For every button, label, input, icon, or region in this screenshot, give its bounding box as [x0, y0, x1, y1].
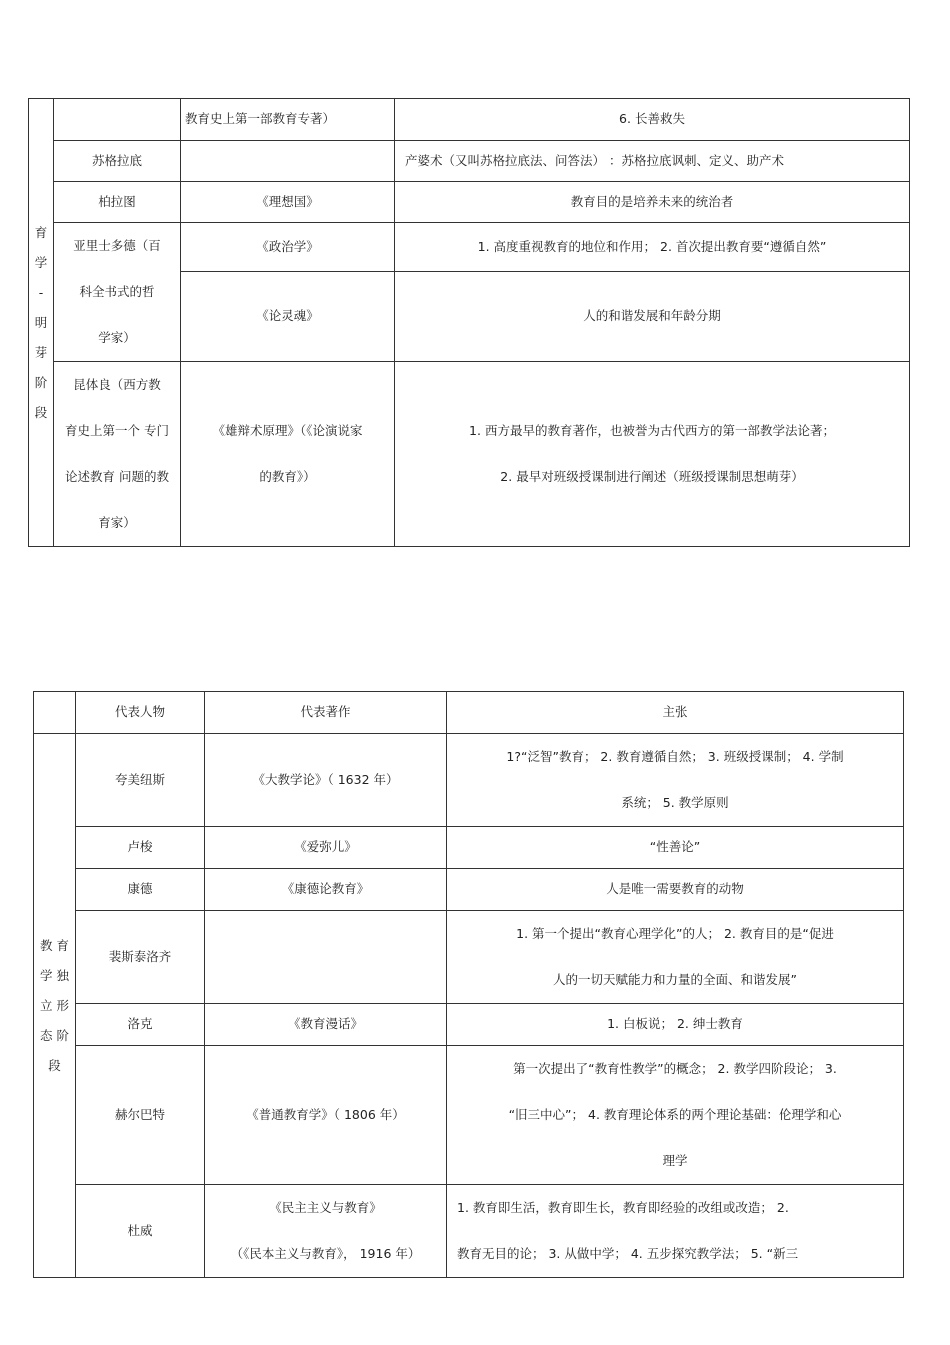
work-cell: 《普通教育学》（ 1806 年） — [205, 1046, 447, 1185]
idea-cell: 教育目的是培养未来的统治者 — [395, 182, 910, 223]
table-row — [34, 734, 904, 827]
table-row — [29, 223, 910, 272]
work-cell: 《政治学》 — [181, 223, 395, 272]
idea-cell: 1. 教育即生活，教育即生长，教育即经验的改组或改造； 2. 教育无目的论； 3. 从做中学； 4. 五步探究教学法； 5. “新三 — [447, 1185, 904, 1278]
idea-cell: 人是唯一需要教育的动物 — [447, 869, 904, 911]
table-row — [29, 182, 910, 223]
header-cell: 代表著作 — [205, 692, 447, 734]
table-row — [29, 362, 910, 547]
table-row — [34, 1185, 904, 1278]
work-cell: 《雄辩术原理》（《论演说家 的教育》） — [181, 362, 395, 547]
table-row — [34, 1046, 904, 1185]
idea-cell: 1?“泛智”教育； 2. 教育遵循自然； 3. 班级授课制； 4. 学制 系统； 5. 教学原则 — [447, 734, 904, 827]
table-row — [34, 1004, 904, 1046]
header-cell — [34, 692, 76, 734]
idea-cell: 人的和谐发展和年龄分期 — [395, 271, 910, 361]
person-cell: 杜威 — [76, 1185, 205, 1278]
header-cell: 主张 — [447, 692, 904, 734]
table-education-germination-stage — [28, 98, 910, 547]
work-cell — [205, 911, 447, 1004]
work-cell: 《大教学论》（ 1632 年） — [205, 734, 447, 827]
idea-cell: 1. 高度重视教育的地位和作用； 2. 首次提出教育要“遵循自然” — [395, 223, 910, 272]
person-cell: 赫尔巴特 — [76, 1046, 205, 1185]
work-cell: 《理想国》 — [181, 182, 395, 223]
person-cell: 苏格拉底 — [54, 141, 181, 182]
stage-label: 教 育 学 独 立 形 态 阶 段 — [34, 734, 76, 1278]
table-row — [34, 911, 904, 1004]
person-cell — [54, 99, 181, 141]
table-row — [34, 869, 904, 911]
person-cell: 康德 — [76, 869, 205, 911]
table-row — [34, 827, 904, 869]
work-cell: 《论灵魂》 — [181, 271, 395, 361]
person-cell: 亚里士多德（百 科全书式的哲 学家） — [54, 223, 181, 362]
person-cell: 昆体良（西方教 育史上第一个 专门 论述教育 问题的教 育家） — [54, 362, 181, 547]
idea-cell: 1. 第一个提出“教育心理学化”的人； 2. 教育目的是“促进 人的一切天赋能力和力量的全面、和谐发展” — [447, 911, 904, 1004]
person-cell: 卢梭 — [76, 827, 205, 869]
work-cell: 《民主主义与教育》 （《民本主义与教育》， 1916 年） — [205, 1185, 447, 1278]
table-row — [29, 141, 910, 182]
person-cell: 洛克 — [76, 1004, 205, 1046]
work-cell: 教育史上第一部教育专著） — [181, 99, 395, 141]
work-cell: 《爱弥儿》 — [205, 827, 447, 869]
person-cell: 裴斯泰洛齐 — [76, 911, 205, 1004]
idea-cell: “性善论” — [447, 827, 904, 869]
idea-cell: 产婆术（又叫苏格拉底法、问答法） ：苏格拉底讽刺、定义、助产术 — [395, 141, 910, 182]
work-cell: 《教育漫话》 — [205, 1004, 447, 1046]
idea-cell: 1. 西方最早的教育著作，也被誉为古代西方的第一部教学法论著； 2. 最早对班级授课制进行阐述（班级授课制思想萌芽） — [395, 362, 910, 547]
idea-cell: 1. 白板说； 2. 绅士教育 — [447, 1004, 904, 1046]
idea-cell: 6. 长善救失 — [395, 99, 910, 141]
idea-cell: 第一次提出了“教育性教学”的概念； 2. 教学四阶段论； 3. “旧三中心”； 4. 教育理论体系的两个理论基础：伦理学和心 理学 — [447, 1046, 904, 1185]
stage-label: 育 学 - 明 芽 阶 段 — [29, 99, 54, 547]
header-cell: 代表人物 — [76, 692, 205, 734]
table-row — [29, 99, 910, 141]
table-header-row — [34, 692, 904, 734]
work-cell: 《康德论教育》 — [205, 869, 447, 911]
person-cell: 柏拉图 — [54, 182, 181, 223]
table-education-independent-stage — [33, 691, 904, 1278]
person-cell: 夸美纽斯 — [76, 734, 205, 827]
work-cell — [181, 141, 395, 182]
